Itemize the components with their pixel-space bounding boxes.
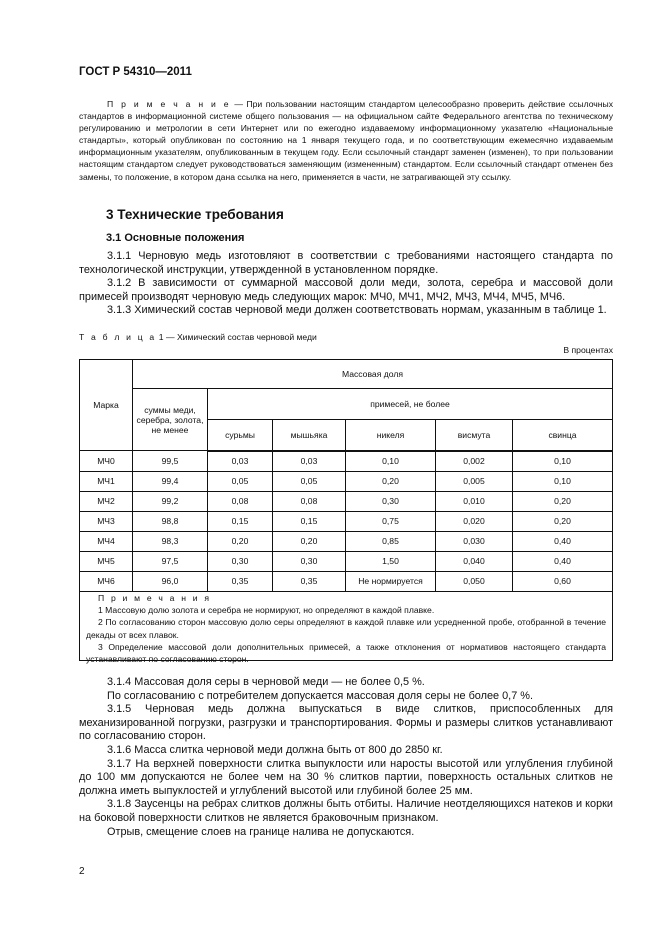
reference-note [79,98,613,183]
paragraph-3-1-8: 3.1.8 Заусенцы на ребрах слитков должны быть отбиты. Наличие неотделяющихся натеков и корки на боковой поверхности слитков не является браковочным признаком. [79,798,613,824]
table-cell: 99,4 [133,471,208,491]
paragraph-3-1-1: 3.1.1 Черновую медь изготовляют в соответствии с требованиями настоящего стандарта по технологической инструкции, утвержденной в установленном порядке. [79,250,613,276]
table-row [80,531,613,551]
header-col: висмута [436,420,513,451]
paragraph-3-1-6: 3.1.6 Масса слитка черновой меди должна быть от 800 до 2850 кг. [107,743,443,756]
paragraph-3-1-4-note: По согласованию с потребителем допускается массовая доля серы не более 0,7 %. [107,689,533,702]
note-label: П р и м е ч а н и е [107,99,231,109]
table-cell: Не нормируется [346,571,436,591]
table-cell: МЧ5 [80,551,133,571]
table-row [80,551,613,571]
table-note: 1 Массовую долю золота и серебра не нормируют, но определяют в каждой плавке. [98,605,435,616]
table-caption-text: 1 — Химический состав черновой меди [156,332,317,342]
table-row [80,471,613,491]
table-cell: 0,010 [436,491,513,511]
header-mass-fraction: Массовая доля [133,360,613,389]
table-cell: 0,35 [273,571,346,591]
table-cell: 0,03 [208,451,273,472]
paragraph-3-1-3: 3.1.3 Химический состав черновой меди должен соответствовать нормам, указанным в таблице 1. [107,304,607,317]
header-col: сурьмы [208,420,273,451]
table-cell: 0,15 [208,511,273,531]
table-cell: 0,20 [513,491,613,511]
table-cell: 97,5 [133,551,208,571]
table-cell: 0,020 [436,511,513,531]
table-cell: 0,040 [436,551,513,571]
header-grade: Марка [80,360,133,451]
table-notes [79,590,613,665]
table-cell: 1,50 [346,551,436,571]
table-cell: 0,30 [346,491,436,511]
table-cell: 0,30 [208,551,273,571]
table-cell: 98,8 [133,511,208,531]
paragraph-3-1-8-note: Отрыв, смещение слоев на границе налива не допускаются. [107,825,415,838]
table-cell: 0,05 [273,471,346,491]
table-cell: 0,005 [436,471,513,491]
table-cell: МЧ0 [80,451,133,472]
table-caption-label: Т а б л и ц а [79,332,157,342]
table-cell: МЧ3 [80,511,133,531]
table-cell: 0,30 [273,551,346,571]
subsection-title: 3.1 Основные положения [106,232,245,244]
section-title: 3 Технические требования [106,207,284,222]
table-cell: 99,5 [133,451,208,472]
paragraphs-bottom [79,676,613,839]
table-notes-label: П р и м е ч а н и я [98,593,212,603]
table-row [80,571,613,591]
table-cell: 0,85 [346,531,436,551]
table-cell: МЧ1 [80,471,133,491]
header-impurities: примесей, не более [208,389,613,420]
table-note: 3 Определение массовой доли дополнительных примесей, а также отклонения от нормативов настоящего стандарта устанавливают по согласованию сторон. [86,641,606,665]
table-cell: 0,08 [273,491,346,511]
table-cell: МЧ4 [80,531,133,551]
table-cell: 0,20 [208,531,273,551]
paragraph-3-1-7: 3.1.7 На верхней поверхности слитка выпуклости или наросты высотой или углубления глубиной до 100 мм допускаются не более чем на 30 % слитков партии, поверхность остальных слитков не должна иметь выпуклостей и углублений высотой или глубиной более 25 мм. [79,757,613,797]
paragraphs-top [79,250,613,318]
table-cell: 0,10 [346,451,436,472]
table-cell: 0,05 [208,471,273,491]
table-row [80,511,613,531]
header-col: никеля [346,420,436,451]
header-col: мышьяка [273,420,346,451]
table-cell: 0,40 [513,531,613,551]
page-number: 2 [79,866,85,877]
header-sum: суммы меди, серебра, золота, не менее [133,389,208,451]
table-cell: 98,3 [133,531,208,551]
paragraph-3-1-2: 3.1.2 В зависимости от суммарной массовой доли меди, золота, серебра и массовой доли примесей производят черновую медь следующих марок: МЧ0, МЧ1, МЧ2, МЧ3, МЧ4, МЧ5, МЧ6. [79,277,613,303]
table-cell: 96,0 [133,571,208,591]
table-cell: 0,030 [436,531,513,551]
table-cell: МЧ2 [80,491,133,511]
table-cell: 0,75 [346,511,436,531]
table-cell: 0,08 [208,491,273,511]
table-cell: МЧ6 [80,571,133,591]
table-cell: 0,002 [436,451,513,472]
table-cell: 99,2 [133,491,208,511]
header-col: свинца [513,420,613,451]
table-units: В процентах [563,345,613,355]
note-text: — При пользовании настоящим стандартом целесообразно проверить действие ссылочных стандартов в информационной системе общего пользования — на официальном сайте Федерального агентства по техническому регулированию и метрологии в сети Интернет или по ежегодно издаваемому информационному указателю «Национальные стандарты», который опубликован по состоянию на 1 января текущего года, и по соответствующим ежемесячно издаваемым информационным указателям, опубликованным в текущем году. Если ссылочный стандарт заменен (изменен), то при пользовании настоящим стандартом следует руководствоваться заменяющим (измененным) стандартом. Если ссылочный стандарт отменен без замены, то положение, в котором дана ссылка на него, применяется в части, не затрагивающей эту ссылку. [79,99,613,182]
table-cell: 0,03 [273,451,346,472]
table-cell: 0,35 [208,571,273,591]
table-cell: 0,20 [346,471,436,491]
table-cell: 0,40 [513,551,613,571]
paragraph-3-1-5: 3.1.5 Черновая медь должна выпускаться в виде слитков, приспособленных для механизированной погрузки, разгрузки и транспортирования. Формы и размеры слитков устанавливают по согласованию сторон. [79,703,613,743]
table-cell: 0,20 [273,531,346,551]
chemical-composition-table [79,359,613,592]
table-cell: 0,10 [513,451,613,472]
table-row [80,451,613,472]
table-cell: 0,60 [513,571,613,591]
document-id: ГОСТ Р 54310—2011 [79,66,192,78]
table-caption [79,332,613,342]
table-row [80,491,613,511]
paragraph-3-1-4: 3.1.4 Массовая доля серы в черновой меди — не более 0,5 %. [107,676,425,688]
table-cell: 0,20 [513,511,613,531]
table-note: 2 По согласованию сторон массовую долю серы определяют в каждой плавке или усредненной пробе, отобранной в течение декады от всех плавок. [86,617,606,640]
table-cell: 0,10 [513,471,613,491]
table-cell: 0,050 [436,571,513,591]
table-cell: 0,15 [273,511,346,531]
